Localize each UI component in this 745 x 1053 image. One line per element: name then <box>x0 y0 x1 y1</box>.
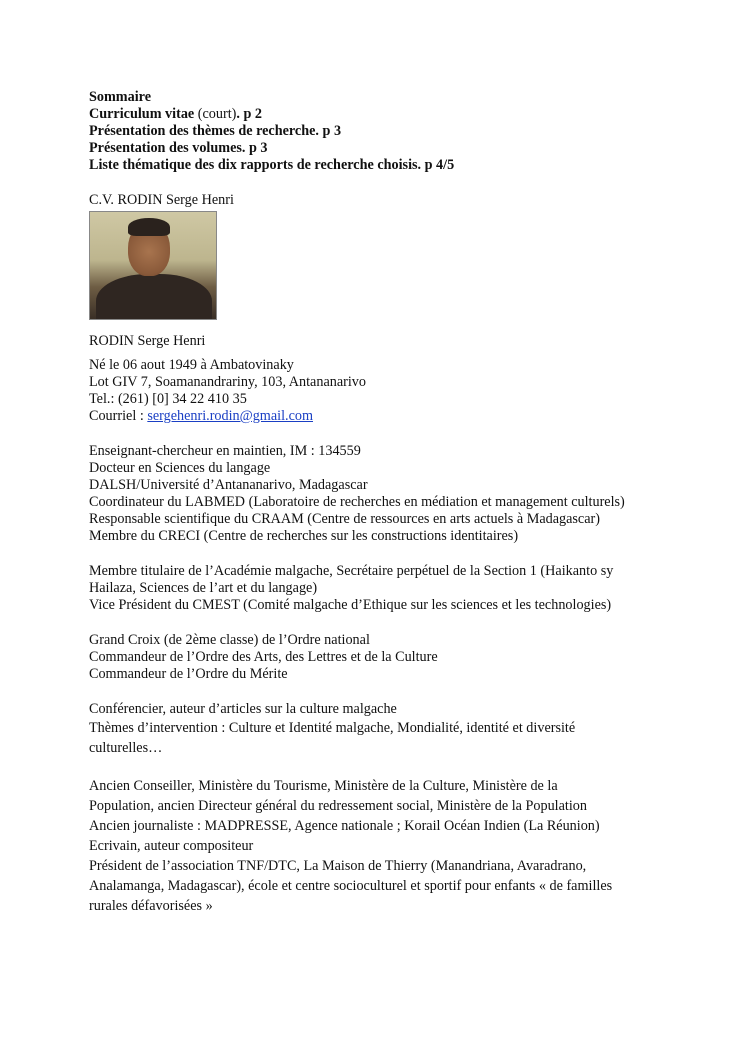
position-line: Enseignant-chercheur en maintien, IM : 134559 <box>89 443 361 459</box>
lecturer-themes-cont: culturelles… <box>89 740 163 756</box>
portrait-photo <box>89 211 217 320</box>
document-page <box>89 89 729 916</box>
address: Lot GIV 7, Soamanandrariny, 103, Antananarivo <box>89 374 366 390</box>
summary-reports: Liste thématique des dix rapports de recherche choisis. p 4/5 <box>89 157 455 173</box>
summary-cv-page: . p 2 <box>236 106 262 122</box>
career-line: Ancien Conseiller, Ministère du Tourisme, Ministère de la Culture, Ministère de la <box>89 778 558 794</box>
positions-block <box>89 443 729 545</box>
career-line: Ancien journaliste : MADPRESSE, Agence nationale ; Korail Océan Indien (La Réunion) <box>89 818 600 834</box>
career-line: Ecrivain, auteur compositeur <box>89 838 254 854</box>
lecturer-block <box>89 701 729 758</box>
career-line: rurales défavorisées » <box>89 898 213 914</box>
honor-line: Commandeur de l’Ordre du Mérite <box>89 666 288 682</box>
academy-line: Hailaza, Sciences de l’art et du langage) <box>89 580 318 596</box>
summary-title: Sommaire <box>89 89 151 105</box>
honor-line: Grand Croix (de 2ème classe) de l’Ordre national <box>89 632 370 648</box>
summary-volumes: Présentation des volumes. p 3 <box>89 140 268 156</box>
career-line: Population, ancien Directeur général du redressement social, Ministère de la Population <box>89 798 587 814</box>
summary-themes: Présentation des thèmes de recherche. p 3 <box>89 123 342 139</box>
email-line <box>89 408 729 425</box>
cv-heading: C.V. RODIN Serge Henri <box>89 192 234 208</box>
lecturer-line: Conférencier, auteur d’articles sur la culture malgache <box>89 701 397 717</box>
contact-block <box>89 357 729 425</box>
lecturer-themes: Thèmes d’intervention : Culture et Identité malgache, Mondialité, identité et diversité <box>89 720 576 736</box>
telephone: Tel.: (261) [0] 34 22 410 35 <box>89 391 247 407</box>
person-name: RODIN Serge Henri <box>89 333 206 349</box>
position-line: Docteur en Sciences du langage <box>89 460 271 476</box>
honor-line: Commandeur de l’Ordre des Arts, des Lettres et de la Culture <box>89 649 438 665</box>
email-label: Courriel : <box>89 408 148 424</box>
position-line: DALSH/Université d’Antananarivo, Madagascar <box>89 477 368 493</box>
career-line: Président de l’association TNF/DTC, La Maison de Thierry (Manandriana, Avaradrano, <box>89 858 587 874</box>
summary-cv-line <box>89 106 729 123</box>
honors-block <box>89 632 729 683</box>
summary-cv-normal: (court) <box>194 106 237 122</box>
position-line: Coordinateur du LABMED (Laboratoire de recherches en médiation et management culturels) <box>89 494 625 510</box>
position-line: Responsable scientifique du CRAAM (Centre de ressources en arts actuels à Madagascar) <box>89 511 600 527</box>
summary-block <box>89 89 729 174</box>
email-link[interactable]: sergehenri.rodin@gmail.com <box>147 408 313 424</box>
birth-info: Né le 06 aout 1949 à Ambatovinaky <box>89 357 294 373</box>
summary-cv-bold: Curriculum vitae <box>89 106 195 122</box>
academy-block <box>89 563 729 614</box>
career-line: Analamanga, Madagascar), école et centre socioculturel et sportif pour enfants « de familles <box>89 878 613 894</box>
position-line: Membre du CRECI (Centre de recherches sur les constructions identitaires) <box>89 528 519 544</box>
career-block <box>89 776 729 916</box>
academy-line: Membre titulaire de l’Académie malgache, Secrétaire perpétuel de la Section 1 (Haikanto sy <box>89 563 614 579</box>
academy-line: Vice Président du CMEST (Comité malgache d’Ethique sur les sciences et les technologies) <box>89 597 612 613</box>
